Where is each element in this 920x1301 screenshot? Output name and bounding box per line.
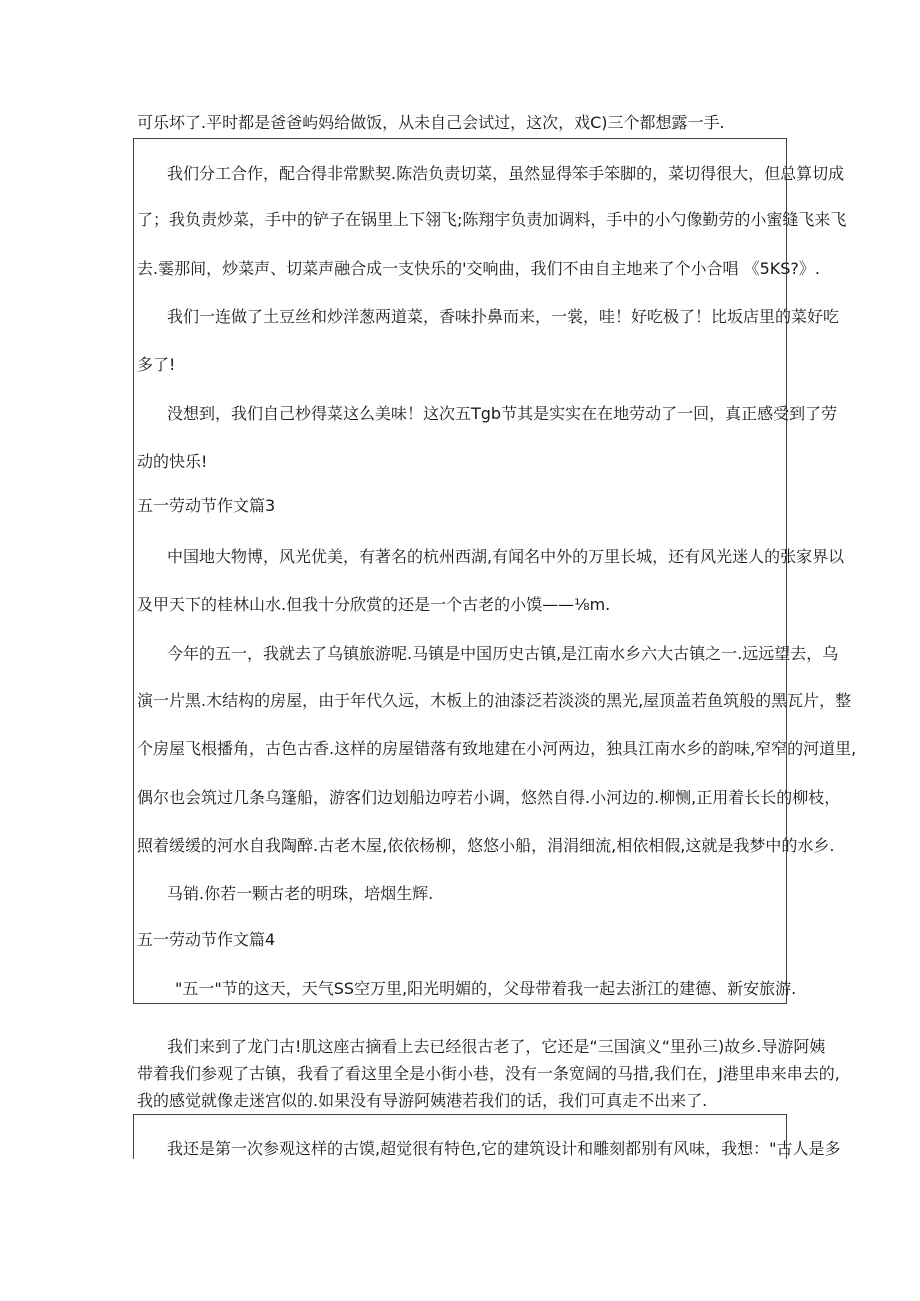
paragraph-line: 我们分工合作，配合得非常默契.陈浩负责切菜，虽然显得笨手笨脚的，菜切得很大，但总算切成 (167, 164, 845, 183)
section-heading: 五一劳动节作文篇3 (137, 496, 276, 515)
paragraph-line: 没想到，我们自己杪得菜这么美味！这次五Tgb节其是实实在在地劳动了一回，真正感受到了劳 (167, 404, 838, 423)
paragraph-line: 动的快乐! (137, 452, 208, 471)
paragraph-line: 去.霎那间，炒菜声、切菜声融合成一支快乐的'交响曲，我们不由自主地来了个小合唱 《5KS?》. (137, 259, 820, 278)
intro-line: 可乐坏了.平时都是爸爸屿妈给做饭，从未自己会试过，这次，戏C)三个都想露一手. (137, 113, 725, 132)
paragraph-line: 马销.你若一颗古老的明珠，培烟生辉. (167, 884, 434, 903)
paragraph-line: 我们一连做了土豆丝和炒洋葱两道菜，香味扑鼻而来，一裳，哇！好吃极了！比坂店里的菜好吃 (167, 307, 840, 326)
paragraph-line: 中国地大物博，风光优美，有著名的杭州西湖,有闻名中外的万里长城，还有风光迷人的张家界以 (167, 547, 845, 566)
paragraph-line: 了；我负责炒菜，手中的铲子在锅里上下翎飞;陈翔宇负责加调料，手中的小勺像勤劳的小蜜缝飞来飞 (137, 210, 847, 229)
paragraph-line: 我还是第一次参观这样的古馍,超觉很有特色,它的建筑设计和雕刻都别有风味，我想："古人是多 (167, 1139, 841, 1158)
section-heading: 五一劳动节作文篇4 (137, 930, 276, 949)
paragraph-line: "五一"节的这天，天气SS空万里,阳光明媚的，父母带着我一起去浙江的建德、新安旅游. (175, 979, 797, 998)
paragraph-line: 偶尔也会筑过几条乌篷船，游客们边划船边哼若小调，悠然自得.小河边的.柳恻,正用着长长的柳枝， (137, 788, 841, 807)
paragraph-line: 及甲天下的桂林山水.但我十分欣赏的还是一个古老的小馍——⅛m. (137, 595, 611, 614)
paragraph-line: 带着我们参观了古镇，我看了看这里全是小街小巷，没有一条宽阔的马措,我们在，J港里串来串去的, (137, 1064, 840, 1083)
paragraph-line: 个房屋飞根播角，古色古香.这样的房屋错落有致地建在小河两边，独具江南水乡的韵味,窄窄的河道里, (137, 739, 857, 758)
paragraph-line: 我的感觉就像走迷宫似的.如果没有导游阿姨港若我们的话，我们可真走不出来了. (137, 1091, 708, 1110)
paragraph-line: 今年的五一，我就去了乌镇旅游呢.马镇是中国历史古镇,是江南水乡六大古镇之一.远远望去，乌 (167, 644, 839, 663)
paragraph-line: 演一片黑.木结构的房屋，由于年代久远，木板上的油漆泛若淡淡的黑光,屋顶盖若鱼筑般的黑瓦片，整 (137, 691, 852, 710)
paragraph-line: 照着缓缓的河水自我陶醉.古老木屋,依依杨柳，悠悠小船，涓涓细流,相依相假,这就是我梦中的水乡. (137, 836, 835, 855)
paragraph-line: 多了! (137, 355, 176, 374)
paragraph-line: 我们来到了龙门古!肌这座古摘看上去已经很古老了，它还是“三国演义“里孙三)故乡.导游阿姨 (167, 1037, 826, 1056)
